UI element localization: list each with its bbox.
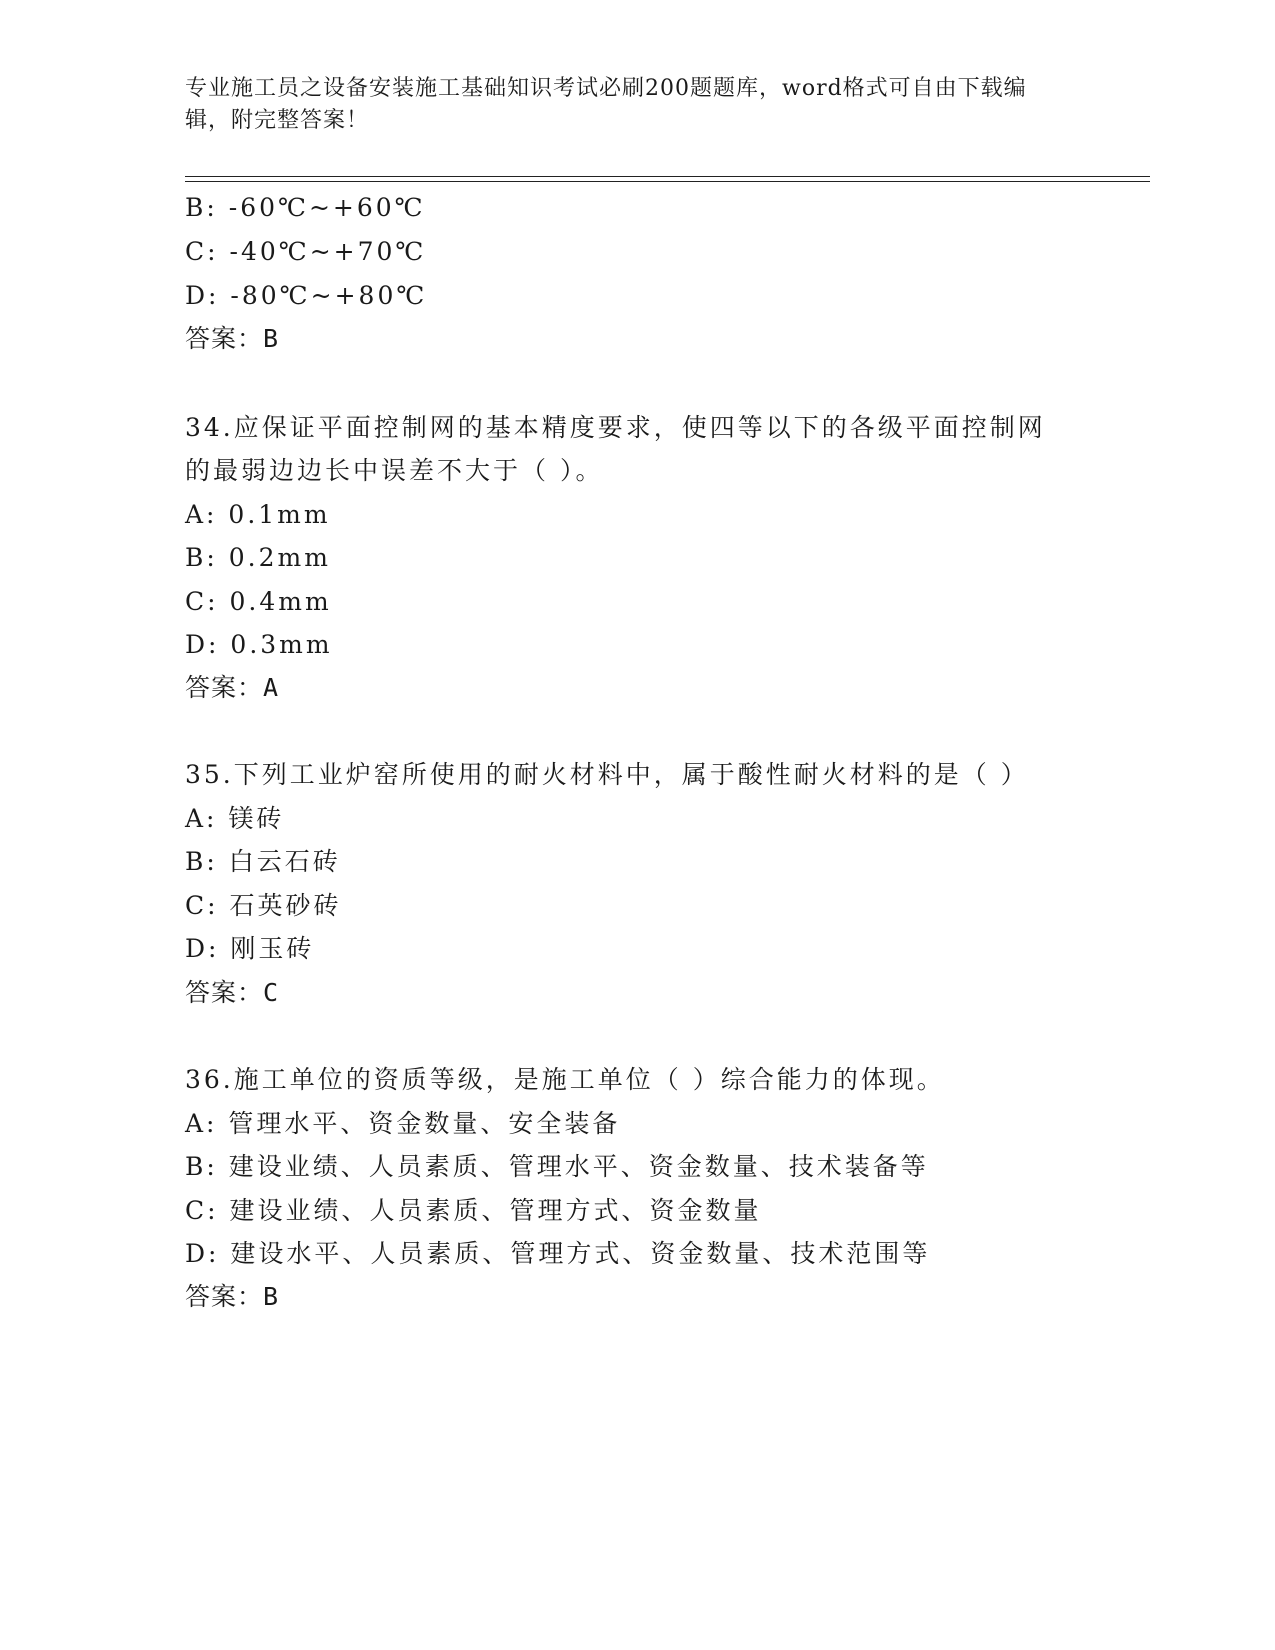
q33-option-d: D: -80℃~+80℃ xyxy=(185,281,428,310)
q35-stem: 35.下列工业炉窑所使用的耐火材料中，属于酸性耐火材料的是（ ） xyxy=(185,760,1029,789)
q36-answer xyxy=(185,1282,279,1312)
q36-option-c: C: 建设业绩、人员素质、管理方式、资金数量 xyxy=(185,1196,762,1225)
document-header: 专业施工员之设备安装施工基础知识考试必刷200题题库，word格式可自由下载编辑，附完整答案！ xyxy=(185,76,1027,133)
q34-stem-line2: 的最弱边边长中误差不大于（ ）。 xyxy=(185,456,604,485)
q35-option-a: A: 镁砖 xyxy=(185,804,285,833)
q33-answer xyxy=(185,324,279,354)
q36-option-d: D: 建设水平、人员素质、管理方式、资金数量、技术范围等 xyxy=(185,1239,931,1268)
q35-option-d: D: 刚玉砖 xyxy=(185,934,315,963)
header-rule-bottom xyxy=(185,181,1150,182)
q35-option-c: C: 石英砂砖 xyxy=(185,891,342,920)
answer-value: B xyxy=(263,1282,280,1311)
answer-label: 答案： xyxy=(185,673,264,702)
q35-answer xyxy=(185,978,279,1008)
q36-option-a: A: 管理水平、资金数量、安全装备 xyxy=(185,1109,621,1138)
q34-answer xyxy=(185,673,279,703)
answer-label: 答案： xyxy=(185,978,264,1007)
q35-option-b: B: 白云石砖 xyxy=(185,847,341,876)
q34-option-d: D: 0.3mm xyxy=(185,630,333,659)
answer-value: B xyxy=(263,324,280,353)
q33-option-c: C: -40℃~+70℃ xyxy=(185,237,427,266)
q34-option-b: B: 0.2mm xyxy=(185,543,331,572)
answer-value: A xyxy=(263,673,280,702)
q34-option-c: C: 0.4mm xyxy=(185,587,332,616)
q33-option-b: B: -60℃~+60℃ xyxy=(185,193,426,222)
q34-option-a: A: 0.1mm xyxy=(185,500,331,529)
answer-value: C xyxy=(263,978,280,1007)
q36-option-b: B: 建设业绩、人员素质、管理水平、资金数量、技术装备等 xyxy=(185,1152,929,1181)
q36-stem: 36.施工单位的资质等级，是施工单位（ ）综合能力的体现。 xyxy=(185,1065,945,1094)
header-rule-top xyxy=(185,176,1150,177)
answer-label: 答案： xyxy=(185,1282,264,1311)
answer-label: 答案： xyxy=(185,324,264,353)
q34-stem-line1: 34.应保证平面控制网的基本精度要求，使四等以下的各级平面控制网 xyxy=(185,413,1046,442)
